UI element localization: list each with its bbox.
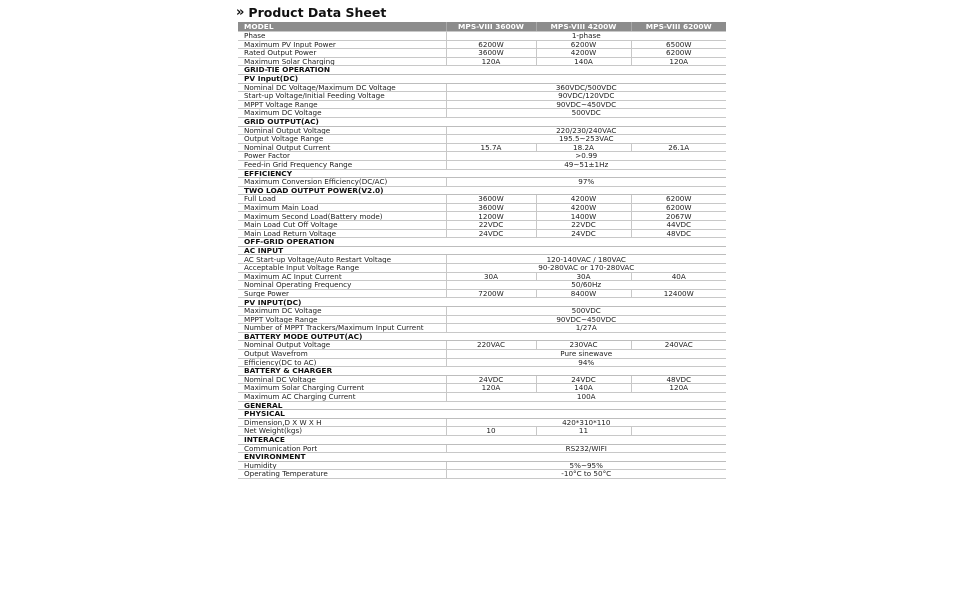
spec-value: 120-140VAC / 180VAC — [446, 255, 726, 264]
spec-value: 195.5~253VAC — [446, 135, 726, 144]
table-row — [238, 255, 726, 264]
spec-value: 30A — [446, 272, 536, 281]
spec-label: Operating Temperature — [238, 470, 446, 479]
spec-label: Nominal Output Voltage — [238, 126, 446, 135]
section-title: EFFICIENCY — [238, 169, 726, 178]
table-row — [238, 109, 726, 118]
section-header-row — [238, 169, 726, 178]
spec-value: 94% — [446, 358, 726, 367]
table-row — [238, 49, 726, 58]
section-header-row — [238, 410, 726, 419]
table-row — [238, 57, 726, 66]
spec-value: 22VDC — [446, 221, 536, 230]
table-row — [238, 324, 726, 333]
section-header-row — [238, 66, 726, 75]
spec-label: Nominal Output Voltage — [238, 341, 446, 350]
table-row — [238, 289, 726, 298]
section-title: GRID-TIE OPERATION — [238, 66, 726, 75]
section-title: PV INPUT(DC) — [238, 298, 726, 307]
spec-value: 6500W — [631, 40, 726, 49]
spec-value: 240VAC — [631, 341, 726, 350]
model-column-header: MPS-VIII 3600W — [446, 22, 536, 32]
spec-value: 90VDC~450VDC — [446, 315, 726, 324]
spec-value: 5%~95% — [446, 461, 726, 470]
section-title: GRID OUTPUT(AC) — [238, 117, 726, 126]
spec-value: Pure sinewave — [446, 349, 726, 358]
spec-label: AC Start-up Voltage/Auto Restart Voltage — [238, 255, 446, 264]
spec-value: 97% — [446, 178, 726, 187]
double-chevron-icon: » — [236, 4, 243, 20]
table-row — [238, 152, 726, 161]
spec-label: Maximum DC Voltage — [238, 109, 446, 118]
spec-value: 40A — [631, 272, 726, 281]
spec-label: Nominal DC Voltage — [238, 375, 446, 384]
table-row — [238, 307, 726, 316]
spec-label: Output Voltage Range — [238, 135, 446, 144]
spec-label: Start-up Voltage/Initial Feeding Voltage — [238, 92, 446, 101]
spec-label: Power Factor — [238, 152, 446, 161]
table-row — [238, 32, 726, 41]
table-row — [238, 392, 726, 401]
spec-value: 120A — [631, 57, 726, 66]
product-data-table — [238, 22, 726, 479]
table-row — [238, 427, 726, 436]
section-title: AC INPUT — [238, 246, 726, 255]
spec-value: 15.7A — [446, 143, 536, 152]
spec-value: 2067W — [631, 212, 726, 221]
table-row — [238, 375, 726, 384]
table-row — [238, 349, 726, 358]
table-header-row — [238, 22, 726, 32]
section-header-row — [238, 453, 726, 462]
table-row — [238, 92, 726, 101]
spec-value: 120A — [446, 384, 536, 393]
spec-value: 48VDC — [631, 375, 726, 384]
section-header-row — [238, 435, 726, 444]
spec-value: 8400W — [536, 289, 631, 298]
spec-value: 24VDC — [536, 375, 631, 384]
spec-value: RS232/WIFI — [446, 444, 726, 453]
section-title: PHYSICAL — [238, 410, 726, 419]
spec-value: 100A — [446, 392, 726, 401]
spec-value: 10 — [446, 427, 536, 436]
spec-value: 6200W — [446, 40, 536, 49]
section-header-row — [238, 332, 726, 341]
spec-label: Dimension,D X W X H — [238, 418, 446, 427]
spec-label: Acceptable Input Voltage Range — [238, 264, 446, 273]
section-title: TWO LOAD OUTPUT POWER(V2.0) — [238, 186, 726, 195]
spec-value: 500VDC — [446, 307, 726, 316]
spec-label: Nominal Output Current — [238, 143, 446, 152]
section-header-row — [238, 74, 726, 83]
spec-label: Maximum Solar Charging Current — [238, 384, 446, 393]
table-row — [238, 221, 726, 230]
table-row — [238, 461, 726, 470]
spec-value: 50/60Hz — [446, 281, 726, 290]
spec-value: 3600W — [446, 49, 536, 58]
spec-value: 48VDC — [631, 229, 726, 238]
spec-value: 140A — [536, 57, 631, 66]
spec-label: Main Load Return Voltage — [238, 229, 446, 238]
section-title: BATTERY & CHARGER — [238, 367, 726, 376]
section-title: ENVIRONMENT — [238, 453, 726, 462]
spec-value: 6200W — [536, 40, 631, 49]
spec-label: Maximum Second Load(Battery mode) — [238, 212, 446, 221]
spec-value: 1200W — [446, 212, 536, 221]
spec-value: 4200W — [536, 203, 631, 212]
spec-value: 220/230/240VAC — [446, 126, 726, 135]
table-row — [238, 160, 726, 169]
spec-label: Output Wavefrom — [238, 349, 446, 358]
spec-value: 12400W — [631, 289, 726, 298]
table-row — [238, 229, 726, 238]
table-row — [238, 470, 726, 479]
table-row — [238, 272, 726, 281]
spec-value: 24VDC — [446, 375, 536, 384]
spec-value: 3600W — [446, 203, 536, 212]
page-title: Product Data Sheet — [248, 4, 387, 20]
spec-value: 230VAC — [536, 341, 631, 350]
spec-value: 6200W — [631, 195, 726, 204]
table-row — [238, 341, 726, 350]
table-row — [238, 83, 726, 92]
section-title: OFF-GRID OPERATION — [238, 238, 726, 247]
spec-label: Efficiency(DC to AC) — [238, 358, 446, 367]
spec-value: 44VDC — [631, 221, 726, 230]
spec-value: 18.2A — [536, 143, 631, 152]
spec-value: 4200W — [536, 49, 631, 58]
spec-label: Maximum AC Input Current — [238, 272, 446, 281]
table-row — [238, 444, 726, 453]
model-column-header: MPS-VIII 4200W — [536, 22, 631, 32]
spec-label: Maximum DC Voltage — [238, 307, 446, 316]
spec-label: Feed-in Grid Frequency Range — [238, 160, 446, 169]
section-header-row — [238, 246, 726, 255]
spec-value: 26.1A — [631, 143, 726, 152]
spec-value: 30A — [536, 272, 631, 281]
spec-value: 24VDC — [446, 229, 536, 238]
spec-value: 6200W — [631, 49, 726, 58]
table-row — [238, 203, 726, 212]
table-row — [238, 358, 726, 367]
spec-value: 360VDC/500VDC — [446, 83, 726, 92]
spec-label: MPPT Voltage Range — [238, 315, 446, 324]
spec-value: -10°C to 50°C — [446, 470, 726, 479]
table-row — [238, 212, 726, 221]
spec-value: 500VDC — [446, 109, 726, 118]
section-title: PV Input(DC) — [238, 74, 726, 83]
spec-label: Rated Output Power — [238, 49, 446, 58]
table-row — [238, 384, 726, 393]
section-title: GENERAL — [238, 401, 726, 410]
table-row — [238, 178, 726, 187]
spec-label: Communication Port — [238, 444, 446, 453]
spec-value: 24VDC — [536, 229, 631, 238]
spec-value: 4200W — [536, 195, 631, 204]
spec-label: Net Weight(kgs) — [238, 427, 446, 436]
table-row — [238, 143, 726, 152]
spec-value: 90VDC~450VDC — [446, 100, 726, 109]
spec-value: 1/27A — [446, 324, 726, 333]
spec-label: Number of MPPT Trackers/Maximum Input Current — [238, 324, 446, 333]
spec-value: >0.99 — [446, 152, 726, 161]
spec-value: 120A — [631, 384, 726, 393]
spec-label: Main Load Cut Off Voltage — [238, 221, 446, 230]
section-title: BATTERY MODE OUTPUT(AC) — [238, 332, 726, 341]
table-row — [238, 195, 726, 204]
section-header-row — [238, 367, 726, 376]
spec-label: Full Load — [238, 195, 446, 204]
spec-value: 7200W — [446, 289, 536, 298]
spec-label: MPPT Voltage Range — [238, 100, 446, 109]
spec-label: Humidity — [238, 461, 446, 470]
table-row — [238, 100, 726, 109]
spec-value: 22VDC — [536, 221, 631, 230]
model-header: MODEL — [238, 22, 446, 32]
table-row — [238, 126, 726, 135]
section-header-row — [238, 238, 726, 247]
table-row — [238, 418, 726, 427]
spec-value: 140A — [536, 384, 631, 393]
section-header-row — [238, 117, 726, 126]
section-header-row — [238, 298, 726, 307]
spec-label: Phase — [238, 32, 446, 41]
table-row — [238, 315, 726, 324]
spec-label: Nominal DC Voltage/Maximum DC Voltage — [238, 83, 446, 92]
spec-label: Maximum Conversion Efficiency(DC/AC) — [238, 178, 446, 187]
spec-label: Maximum PV Input Power — [238, 40, 446, 49]
spec-value: 420*310*110 — [446, 418, 726, 427]
page-heading — [236, 4, 386, 20]
section-header-row — [238, 186, 726, 195]
table-row — [238, 135, 726, 144]
table-row — [238, 40, 726, 49]
spec-value: 11 — [536, 427, 631, 436]
section-header-row — [238, 401, 726, 410]
spec-value — [631, 427, 726, 436]
spec-value: 120A — [446, 57, 536, 66]
table-row — [238, 264, 726, 273]
table-row — [238, 281, 726, 290]
spec-value: 90VDC/120VDC — [446, 92, 726, 101]
spec-value: 6200W — [631, 203, 726, 212]
spec-label: Nominal Operating Frequency — [238, 281, 446, 290]
spec-value: 3600W — [446, 195, 536, 204]
spec-value: 90-280VAC or 170-280VAC — [446, 264, 726, 273]
spec-label: Maximum AC Charging Current — [238, 392, 446, 401]
spec-value: 49~51±1Hz — [446, 160, 726, 169]
spec-label: Surge Power — [238, 289, 446, 298]
spec-value: 1400W — [536, 212, 631, 221]
spec-value: 1-phase — [446, 32, 726, 41]
section-title: INTERACE — [238, 435, 726, 444]
table-body — [238, 22, 726, 478]
spec-label: Maximum Main Load — [238, 203, 446, 212]
spec-value: 220VAC — [446, 341, 536, 350]
model-column-header: MPS-VIII 6200W — [631, 22, 726, 32]
spec-label: Maximum Solar Charging — [238, 57, 446, 66]
